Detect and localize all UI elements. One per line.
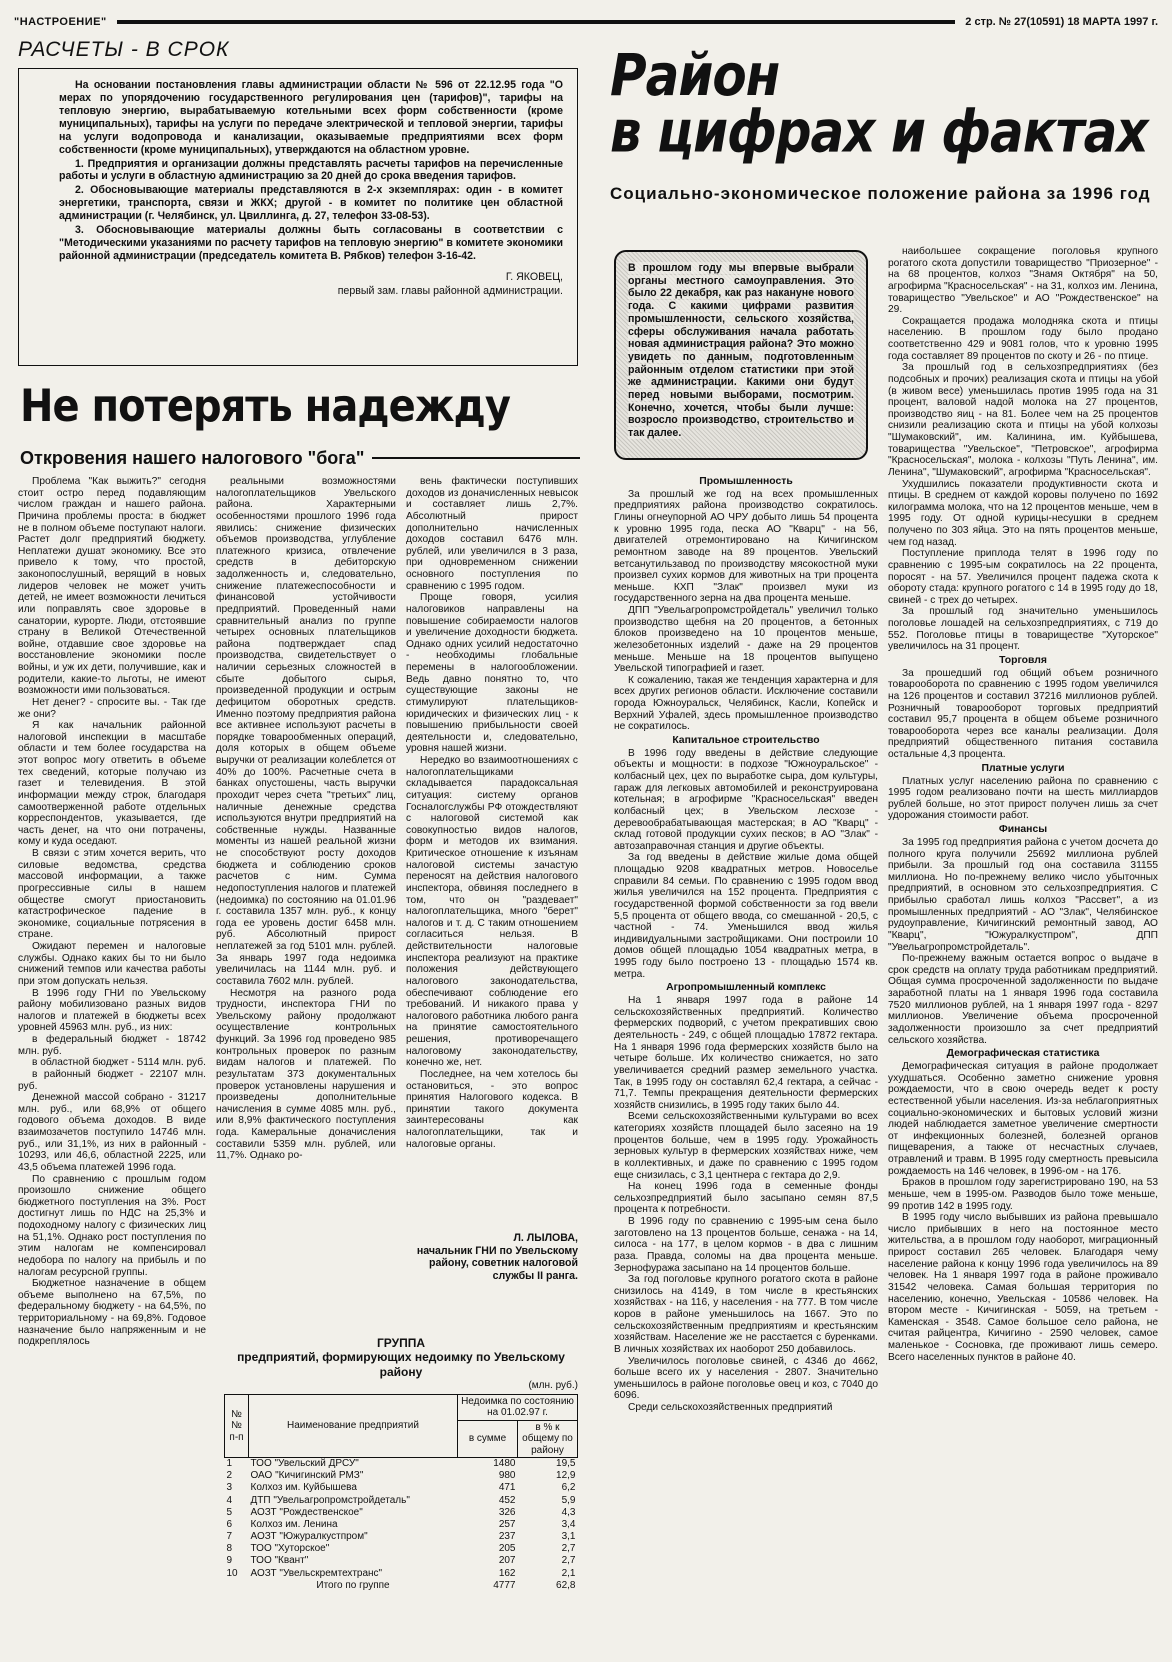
paragraph: К сожалению, такая же тенденция характерна и для всех других регионов области. Исключение составили города Южноуральск, Челябинск, Касли, Копейск и Верхний Уфалей, здесь промышленное производство не сократилось. [614,674,878,733]
paragraph: В 1996 году по сравнению с 1995-ым сена было заготовлено на 13 процентов больше, сенажа - на 14, силоса - на 177, в целом кормов - в два с лишним раза. Правда, соломы на два процента меньше. Зернофуража засыпано на 14 процентов больше. [614,1216,878,1274]
cell-name: ТОО "Хуторское" [250,1543,330,1555]
paragraph: За прошедший год общий объем розничного товарооборота по сравнению с 1995 годом увеличился на 126 процентов и составил 37216 миллионов рублей. Розничный товарооборот торговых предприятий составил 95,7 процента в общем объеме розничного товарооборота через все каналы реализации. Доля предприятий общественного питания составила остальные 4,3 процента. [888,667,1158,761]
paragraph: Нет денег? - спросите вы. - Так где же они? [18,696,206,720]
col-header-pct: в % к общему по району [518,1420,578,1457]
paragraph: Демографическая ситуация в районе продолжает ухудшаться. Особенно заметно снижение уровня рождаемости, что в свою очередь ведет к росту естественной убыли населения. Из-за неблагоприятных социально-экономических и бытовых условий жизни людей наблюдается заметное увеличение смертности от инфекционных болезней, болезней органов пищеварения, а также от несчастных случаев, отравлений и травм. В 1995 году смертность превысила рождаемость на 146 человек, в 1996-ом - на 176. [888,1061,1158,1177]
section-heading: Промышленность [699,476,793,487]
paragraph: Последнее, на чем хотелось бы остановиться, - это вопрос принятия Налогового кодекса. В принятии такого документа заинтересованы как налогоплательщики, так и налоговые органы. [406,1068,578,1150]
cell-name: ДТП "Увельагропромстройдеталь" [250,1494,410,1506]
signature-title: начальник ГНИ по Увельскому району, советник налоговой службы II ранга. [416,1244,578,1282]
section-heading: Платные услуги [981,762,1065,774]
table-row [225,1531,578,1543]
cell-n: 8 [226,1543,233,1555]
cell-pct: 3,4 [561,1518,576,1530]
cell-n: 9 [226,1555,233,1567]
masthead [14,10,1158,34]
notice-paragraph: 1. Предприятия и организации должны представлять расчеты тарифов на перечисленные работы и услуги в областную администрацию за 20 дней до срока введения тарифов. [59,157,563,183]
cell-sum: 237 [498,1531,516,1543]
cell-pct: 6,2 [561,1482,576,1494]
paragraph: в областной бюджет - 5114 млн. руб. [32,1057,206,1069]
paragraph: За прошлый год значительно уменьшилось поголовье лошадей на сельхозпредприятиях, с 719 до 552. Поголовье птицы в товариществе "Хуторское" увеличилось на 31 процент. [888,606,1158,653]
cell-n: 2 [226,1470,233,1482]
cell-name: ТОО "Квант" [250,1555,309,1567]
feature-title [610,42,1148,166]
paragraph: Платных услуг населению района по сравнению с 1995 годом реализовано почти на шесть миллиардов рублей больше, но этот прирост получен лишь за счет удорожания стоимости работ. [888,775,1158,822]
paragraph: За прошлый же год на всех промышленных предприятиях района производство сократилось. Глины огнеупорной АО ЧРУ добыто лишь 54 процента к уровню 1995 года, песка АО "Кварц" - на 56, двигателей отремонтировано на Кичигинском ремонтном заводе на 89 процентов. Увельский ветсанутильзавод по производству мясокостной муки произвел сухих кормов для животных на три процента меньше. КХП "Злак" произвел муки из государственного зерна на два процента меньше. [614,488,878,605]
paragraph: Среди сельскохозяйственных предприятий [628,1402,833,1414]
paragraph: Всеми сельскохозяйственными культурами во всех категориях хозяйств площадей было засеяно на 19 процентов больше, чем в 1995 году. Урожайность зерновых культур в фермерских хозяйствах ниже, чем в коллективных, и даже по сравнению с 1995 годом еще снизилась, с 3,1 центнера с гектара до 2,9. [614,1111,878,1181]
section-heading: Агропромышленный комплекс [666,982,826,994]
col-header-sum: в сумме [458,1420,518,1457]
table-row [225,1495,578,1507]
cell-sum: 452 [498,1494,516,1506]
paragraph: Денежной массой собрано - 31217 млн. руб., или 68,9% от общего годового объема доходов. В виде взаимозачетов поступило 14746 млн. руб., или 31,1%, из них в районный - 10293, или 46,6, областной 2225, или 43,5 объема платежей 1996 года. [18,1092,206,1173]
article-column-3 [406,476,578,1228]
paragraph: вень фактически поступивших доходов из доначисленных невысок и составляет лишь 2,7%. Абсолютный прирост дополнительно начисленных доходов составил 6476 млн. рублей, или увеличился в 3 раза, при одновременном снижении основного поступления по сравнению с 1995 годом. [406,476,578,592]
notice-signature: Г. ЯКОВЕЦ, [505,270,563,283]
cell-sum: 1480 [493,1457,516,1469]
paragraph: В 1996 году ГНИ по Увельскому району мобилизовано разных видов налогов и платежей в бюджеты всех уровней 45963 млн. руб., из них: [18,987,206,1034]
cell-pct: 2,7 [561,1543,576,1555]
paragraph: Сокращается продажа молодняка скота и птицы населению. В прошлом году было продано соответственно 429 и 9081 голов, что к уровню 1995 года составляет 89 процентов по скоту и 26 - по птице. [888,315,1158,362]
paragraph: Ожидают перемен и налоговые службы. Однако каких бы то ни было снижений темпов или качества работы при этом допускать нельзя. [18,941,206,987]
cell-sum: 162 [498,1567,516,1579]
feature-lead: В прошлом году мы впервые выбрали органы местного самоуправления. Это было 22 декабря, как раз накануне нового года. С какими цифрами развития промышленности, сельского хозяйства, сферы обслуживания начала работать новая администрация района? Это можно увидеть по данным, подготовленным районным отделом статистики при этой же администрации. Какими они будут перед новыми выборами, посмотрим. Конечно, хочется, чтобы были лучше: возросло производство, строительство и так далее. [628,262,854,440]
cell-sum: 207 [498,1555,516,1567]
table-row [225,1555,578,1567]
cell-sum: 471 [498,1482,516,1494]
paragraph: Нередко во взаимоотношениях с налогоплательщиками складывается парадоксальная ситуация: систему органов Госналогслужбы РФ отождествляют с налоговой системой как совокупностью видов налогов, форм и методов их взимания. Критическое отношение к изъянам налоговой системы зачастую переносят на действия налогового инспектора, обвиняя последнего в том, что он "раздевает" налогоплательщика, много "берет" налогов и т. д. С таким отношением согласиться нельзя. В действительности налоговые инспектора реализуют на практике положения действующего налогового законодательства, обеспечивают соблюдение его требований. И никакого права у налогового работника любого ранга на принятие самостоятельного решения, противоречащего налоговому законодательству, конечно же, нет. [406,755,578,1069]
feature-title-line2: в цифрах и фактах [610,98,1148,166]
notice-paragraph: 3. Обосновывающие материалы должны быть согласованы в соответствии с "Методическими указаниями по расчету тарифов на тепловую энергию" в комитете экономики районной администрации (председатель комитета В. Рябков) телефон 3-16-42. [59,224,563,262]
section-heading: Капитальное строительство [672,734,820,746]
cell-pct: 3,1 [561,1531,576,1543]
notice-paragraph: 2. Обосновывающие материалы представляются в 2-х экземплярах: один - в комитет энергетики, транспорта, связи и ЖКХ; другой - в комитет по политике цен областной администрации (г. Челябинск, ул. Цвиллинга, д. 27, телефон 33-08-53). [59,184,563,223]
cell-sum: 326 [498,1506,516,1518]
cell-sum: 257 [498,1518,516,1530]
paragraph: За 1995 год предприятия района с учетом досчета до полного круга получили 25692 миллиона рублей прибыли. За прошлый год она составила 31155 миллиона. Но по-прежнему велико число убыточных предприятий, в основном это сельхозпредприятия. С прибылью сработал лишь колхоз "Рассвет", а из промышленных предприятий - АО "Злак", Челябинское рудоуправление, Кичигинский ремонтный завод, АО "Кварц", "Южуралкустпром", ДПП "Увельагропромстройдеталь". [888,836,1158,953]
paragraph: в федеральный бюджет - 18742 млн. руб. [18,1034,206,1057]
feature-subtitle: Социально-экономическое положение района за 1996 год [610,184,1151,203]
paragraph: ДПП "Увельагропромстройдеталь" увеличил только производство щебня на 20 процентов, а бетонных блоков произведено на 10 процентов меньше, железобетонных изделий - даже на 29 процентов меньше. Меньше на 18 процентов выпущено Увельской типографией и газет. [614,605,878,675]
paragraph: наибольшее сокращение поголовья крупного рогатого скота допустили товарищество "Приозерное" - на 68 процентов, колхоз "Знамя Октября" на 50, агрофирма "Красносельская" - на 31, колхоз им. Ленина, товарищество "Увельское" и АО "Рождественское" на 29. [888,246,1158,316]
paragraph: Бюджетное назначение в общем объеме выполнено на 67,5%, по федеральному бюджету - на 64,5%, по территориальному - на 69,8%. Годовое назначение было напряженным и не подкреплялось [18,1278,206,1348]
table-row [225,1519,578,1531]
cell-name: АОЗТ "Увельскремтехтранс" [250,1567,383,1579]
group-title-sub: предприятий, формирующих недоимку по Увельскому району [237,1350,565,1379]
paragraph: В 1996 году введены в действие следующие объекты и мощности: в подхозе "Южноуральское" - колбасный цех, цех по выработке сыра, дом культуры, гараж для легковых автомобилей и реконструирована котельная; в агрофирме "Красносельская" введен колбасный цех; в Увельском лесхозе - деревообрабатывающая мастерская; в АО "Кварц" - склад готовой продукции сухих песков; в АО "Злак" - автозаправочная станция и другие объекты. [614,747,878,852]
table-row [225,1457,578,1470]
paragraph: Браков в прошлом году зарегистрировано 190, на 53 меньше, чем в 1995-ом. Разводов было тоже меньше, 99 против 142 в 1995 году. [888,1177,1158,1212]
paragraph: На конец 1996 года в семенные фонды сельхозпредприятий было засыпано семян 87,5 процента к потребности. [614,1181,878,1216]
paragraph: Я как начальник районной налоговой инспекции в масштабе области и тем более государства на этот вопрос могу ответить в объеме тех сведений, которые получаю из газет и телевидения. В этой информации между строк, благодаря самоотверженной работе отдельных корреспондентов, указывается, где часть денег, на что они потрачены, кому и куда оседают. [18,720,206,848]
paragraph: Проблема "Как выжить?" сегодня стоит остро перед подавляющим числом граждан и нашего района. Причина проблемы проста: в бюджет не в полном объеме поступают налоги. Растет долг предприятий бюджету. Неплатежи душат экономику. Все это привело к тому, что простой, законопослушный, верящий в новых лидеров человек не может учить детей, не имеет возможности лечиться или поправлять свое здоровье в санатории, курорте. Люди, отстоявшие страну в Великой Отечественной войне, отдавшие свое здоровье на восстановление экономики после войны, и уж их дети, получившие, как и родители, какие-то льготы, не имеют возможности ими пользоваться. [18,476,206,697]
paragraph: Несмотря на разного рода трудности, инспектора ГНИ по Увельскому району продолжают осуществление контрольных функций. За 1996 год проведено 985 контрольных проверок по разным видам налогов и платежей. По результатам 373 документальных проверок установлены нарушения и произведены дополнительные начисления в сумме 4085 млн. руб., или 8,9% фактического поступления года. Камеральные доначисления составили 5359 млн. рублей, или 11,7%. Однако ро- [216,987,396,1162]
cell-pct: 12,9 [556,1470,576,1482]
section-heading: Демографическая статистика [946,1048,1100,1060]
cell-n: 6 [226,1518,233,1530]
paragraph: По сравнению с прошлым годом произошло снижение общего бюджетного поступления на 3%. Рост достигнут лишь по НДС на 25,3% и подоходному налогу с физических лиц на 51,1%. Однако рост поступления по этим налогам не компенсировал недобора по налогу на прибыль и по налогам ресурсной группы. [18,1173,206,1278]
notice-heading: РАСЧЕТЫ - В СРОК [18,38,230,61]
cell-sum: 980 [498,1470,516,1482]
article-column-2 [216,476,396,1328]
cell-pct: 2,7 [561,1555,576,1567]
paragraph: Проще говоря, усилия налоговиков направлены на повышение собираемости налогов и увеличение доходности бюджета. Однако одних усилий недостаточно - необходимы глобальные перемены в налогообложении. Ведь давно понятно то, что существующие законы не стимулируют плательщиков-юридических и физических лиц - к повышению прибыльности своей деятельности и, следовательно, уровня нашей жизни. [406,592,578,755]
cell-name: АОЗТ "Рождественское" [250,1506,363,1518]
article-signature [406,1232,578,1282]
col-header-name: Наименование предприятий [249,1395,458,1458]
notice-box [18,68,578,366]
cell-n [225,1580,249,1592]
cell-pct: 62,8 [556,1579,576,1591]
col-header-debt: Недоимка по состоянию на 01.02.97 г. [458,1395,578,1421]
cell-n: 5 [226,1506,233,1518]
cell-pct: 5,9 [561,1494,576,1506]
article-subtitle: Откровения нашего налогового "бога" [20,448,365,468]
paper-name: "НАСТРОЕНИЕ" [14,15,107,28]
feature-lead-box [614,250,868,460]
paragraph: Увеличилось поголовье свиней, с 4346 до 4662, больше всего их у населения - 2807. Значительно уменьшилось в районе поголовье овец и коз, с 7040 до 6096. [614,1355,878,1402]
cell-n: 10 [226,1567,238,1579]
debt-table [224,1394,578,1592]
table-row [225,1507,578,1519]
article-subtitle-row [20,448,580,469]
paragraph: За год введены в действие жилые дома общей площадью 9208 квадратных метров. Новоселье справили 84 семьи. По сравнению с 1995 годом ввод жилья увеличился на 152 процента. Предприятия с государственной формой собственности за год ввели 5,5 процента от общего ввода, со смешанной - 20,5, с частной - 74. Уменьшился ввод жилья индивидуальными застройщиками. Они построили 10 домов общей площадью 1054 квадратных метра, в 1995 году было построено 13 - площадью 1574 кв. метра. [614,852,878,980]
newspaper-page [14,10,1158,1652]
table-row [225,1543,578,1555]
cell-pct: 19,5 [556,1457,576,1469]
paragraph: в районный бюджет - 22107 млн. руб. [18,1068,206,1092]
paragraph: На 1 января 1997 года в районе 14 сельскохозяйственных предприятий. Количество фермерских подворий, с учетом прекративших свою деятельность - 249, с общей площадью 17872 гектара. На 1 января 1996 года фермерских хозяйств было на четыре больше. Их количество снижается, но зато увеличивается средний размер земельного участка. Так, в 1995 году он составлял 62,4 гектара, а сейчас - 71,7. Темпы прекращения деятельности фермерских хозяйств снизились, в 1995 году таких было 44. [614,995,878,1111]
section-heading: Торговля [999,654,1047,666]
cell-name: Итого по группе [316,1579,390,1591]
table-row [225,1568,578,1580]
table-row [225,1580,578,1592]
paragraph: Ухудшились показатели продуктивности скота и птицы. В среднем от каждой коровы получено по 1692 килограмма молока, что на 12 процентов меньше, чем в 1995 году. От одной курицы-несушки в среднем получено по 303 яйца. Это на пять процентов меньше, чем год назад. [888,478,1158,548]
col-header-num: №№ п-п [225,1395,249,1458]
feature-title-line1: Район [610,42,780,109]
group-title-main: ГРУППА [376,1336,426,1350]
cell-n: 4 [226,1494,233,1506]
cell-name: Колхоз им. Ленина [250,1518,338,1530]
section-heading: Финансы [998,824,1048,836]
article-title: Не потерять надежду [20,380,510,433]
cell-sum: 205 [498,1543,516,1555]
paragraph: За прошлый год в сельхозпредприятиях (без подсобных и прочих) реализация скота и птицы на убой (в живом весе) уменьшилась против 1995 года на 31 процент, валовой надой молока на 27 процентов, производство яиц - на 81. Более чем на 25 процентов снизили реализацию скота и птицы на убой колхозы "Шумаковский", им. Калинина, им. Куйбышева, товарищества "Увельское", "Петровское", агрофирма "Красносельская", молока - колхозы "Путь Ленина", им. Ленина", "Шумаковский", агрофирма "Красносельская". [888,362,1158,478]
masthead-rule [117,20,956,24]
feature-column-1 [614,474,878,1652]
cell-n: 1 [226,1457,233,1469]
paragraph: реальными возможностями налогоплательщиков Увельского района. Характерными особенностями прошлого 1996 года явились: снижение физических объемов производства, углубление платежного кризиса, отвлечение средств в дебиторскую задолженность и, следовательно, снижение платежеспособности и финансовой устойчивости предприятий. Проведенный нами сравнительный анализ по группе четырех основных плательщиков района подтверждает спад производства, свидетельствует о наличии серьезных сложностей в сбыте добытого сырья, произведенной продукции и острым дефицитом оборотных средств. Именно поэтому предприятия района все активнее используют расчеты в порядке товарообменных операций, доля которых в общем объеме выручки от реализации колеблется от 40% до 100%. Расчетные счета в банках опустошены, часть выручки проходит через счета "третьих" лиц, наличные денежные средства используются внутри предприятий на собственные нужды. Названные моменты из нашей реальной жизни не способствуют росту доходов бюджета и соблюдению сроков расчетов с ним. Сумма недопоступления налогов и платежей (недоимка) по состоянию на 01.01.96 г. составила 1357 млн. руб., к концу года ее уровень достиг 6458 млн. руб. Абсолютный прирост неплатежей за год 5101 млн. рублей. За январь 1997 года недоимка увеличилась на 1144 млн. руб. и составила 7602 млн. рублей. [216,476,396,987]
paragraph: По-прежнему важным остается вопрос о выдаче в срок средств на оплату труда работникам предприятий. Общая сумма просроченной задолженности по выдаче заработной платы на 1 января 1996 года составила 7520 миллионов рублей, на 1 января 1997 года - 8297 миллионов. Увеличение объема просроченной задолженности произошло за счет предприятий сельского хозяйства. [888,953,1158,1046]
group-table-title [224,1336,578,1379]
cell-pct: 2,1 [561,1567,576,1579]
feature-column-2 [888,246,1158,1652]
cell-n: 7 [226,1531,233,1543]
cell-name: ТОО "Увельский ДРСУ" [250,1457,359,1469]
cell-name: Колхоз им. Куйбышева [250,1482,357,1494]
table-row [225,1470,578,1482]
cell-name: АОЗТ "Южуралкустпром" [250,1531,368,1543]
cell-name: ОАО "Кичигинский РМЗ" [250,1470,364,1482]
cell-pct: 4,3 [561,1506,576,1518]
group-table-unit: (млн. руб.) [528,1380,578,1391]
notice-paragraph: На основании постановления главы администрации области № 596 от 22.12.95 года "О мерах по упорядочению государственного регулирования цен (тарифов)", тарифы на тепловую энергию, вырабатываемую котельными всех форм собственности (кроме муниципальных), тарифы на услуги по передаче электрической и тепловой энергии, тарифы на услуги водопровода и канализации, оказываемые предприятиями всех форм собственности (кроме муниципальных), утверждаются на областном уровне. [59,79,563,156]
issue-info: 2 стр. № 27(10591) 18 МАРТА 1997 г. [965,15,1158,28]
signature-name: Л. ЛЫЛОВА, [513,1232,578,1244]
cell-n: 3 [226,1482,233,1494]
paragraph: За год поголовье крупного рогатого скота в районе снизилось на 4149, в том числе в крестьянских хозяйствах - на 116, у населения - на 777. В том числе коров в районе уменьшилось на 1667. Это по сельскохозяйственным предприятиям и крестьянским хозяйствам. Население же не расстается с буренками. В личных хозяйствах их наоборот 250 добавилось. [614,1274,878,1355]
cell-sum: 4777 [493,1579,516,1591]
article-column-1 [18,476,206,1652]
debt-table-body [225,1457,578,1592]
notice-signature-title: первый зам. главы районной администрации. [337,284,563,297]
paragraph: В связи с этим хочется верить, что силовые ведомства, средства массовой информации, а также прогрессивные силы в нашем обществе смогут приостановить катастрофическое падение в экономике, социальные потрясения в стране. [18,848,206,941]
paragraph: В 1995 году число выбывших из района превышало число прибывших в него на постоянное место жительства, а в прошлом году наоборот, миграционный прирост составил 265 человек. Благодаря чему население района к концу 1996 года увеличилось на 89 человек. На 1 января 1997 года в районе проживало 31542 человека. Самая большая территория по населению, конечно, Увельская - 10586 человек. На втором месте - Кичигинская - 5059, на третьем - Каменская - 3548. Самое большое село района, не считая райцентра, Кичигино - 2590 человек, самое маленькое - Сосновка, где проживают лишь семеро. Всего населенных пунктов в районе 40. [888,1212,1158,1363]
table-row [225,1482,578,1494]
subtitle-rule [372,457,580,459]
paragraph: Поступление приплода телят в 1996 году по сравнению с 1995-ым сократилось на 22 процента, поросят - на 57. Увеличился процент падежа скота к обороту стада: крупного рогатого с 14 в 1995 году до 18, свиней - с трех до четырех. [888,548,1158,606]
